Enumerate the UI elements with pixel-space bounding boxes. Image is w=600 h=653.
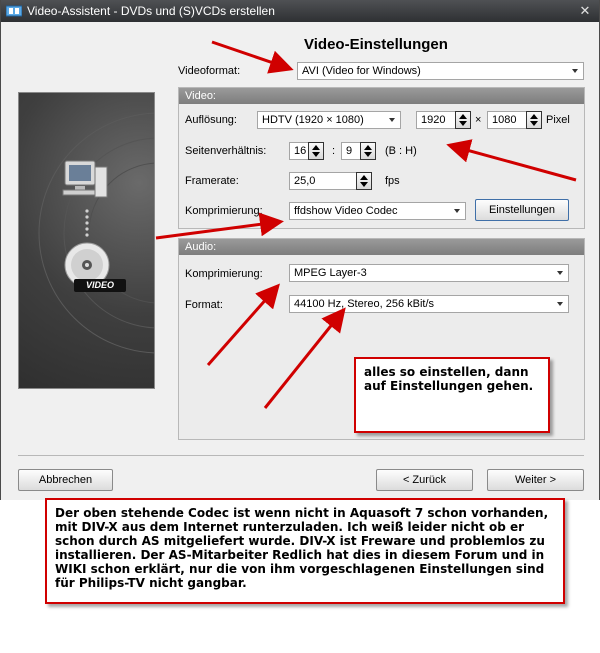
videoformat-label: Videoformat: [178,65,241,77]
aspect-width-spinner[interactable] [308,142,324,160]
cancel-button[interactable]: Abbrechen [18,469,113,491]
audio-format-value: 44100 Hz, Stereo, 256 kBit/s [294,298,435,310]
spin-arrows-icon [310,144,322,158]
aspect-width-field[interactable]: 16 [289,142,309,160]
framerate-spinner[interactable] [356,172,372,190]
times-sign: × [475,114,482,126]
pixel-unit: Pixel [546,114,570,126]
audio-compression-label: Komprimierung: [185,268,263,280]
aspect-height-field[interactable]: 9 [341,142,361,160]
height-spinner[interactable] [526,111,542,129]
height-field[interactable]: 1080 [487,111,527,129]
footer-divider [18,455,584,456]
computer-icon [63,161,107,197]
video-codec-value: ffdshow Video Codec [294,205,398,217]
framerate-field[interactable]: 25,0 [289,172,357,190]
annotation-note-codec: Der oben stehende Codec ist wenn nicht in Aquasoft 7 schon vorhanden, mit DIV-X aus dem Internet runterzuladen. Ich weiß leider nicht ob er schon durch AS mitgeliefert wurde. DIV-X ist Freware und problemlos zu installieren. Der AS-Mitarbeiter Redlich hat dies in diesem Forum und in WIKI schon erklärt, nur die von ihm vorgeschlagenen Einstellungen sind für Philips-TV nicht gangbar. [45,498,565,604]
width-spinner[interactable] [455,111,471,129]
resolution-value: HDTV (1920 × 1080) [262,114,364,126]
spin-arrows-icon [528,113,540,127]
audio-format-label: Format: [185,299,223,311]
aspect-separator: : [332,145,336,157]
width-field[interactable]: 1920 [416,111,456,129]
spin-arrows-icon [457,113,469,127]
video-compression-label: Komprimierung: [185,205,263,217]
video-group-title: Video: [179,88,584,104]
film-icon [6,5,22,17]
videoformat-value: AVI (Video for Windows) [302,65,421,77]
spin-arrows-icon [358,174,370,188]
video-codec-dropdown[interactable] [289,202,466,220]
aspect-height-spinner[interactable] [360,142,376,160]
chevron-down-icon [557,302,563,306]
codec-settings-button[interactable]: Einstellungen [475,199,569,221]
resolution-label: Auflösung: [185,114,237,126]
audio-codec-value: MPEG Layer-3 [294,267,367,279]
spin-arrows-icon [362,144,374,158]
annotation-note-settings: alles so einstellen, dann auf Einstellungen gehen. [354,357,550,433]
close-icon[interactable]: ✕ [579,3,591,18]
audio-group-title: Audio: [179,239,584,255]
page-title: Video-Einstellungen [304,36,448,53]
video-badge: VIDEO [74,279,126,292]
computer-to-dvd-graphic [19,93,154,388]
chevron-down-icon [454,209,460,213]
chevron-down-icon [557,271,563,275]
wizard-illustration [18,92,155,389]
title-bar [1,0,599,22]
framerate-label: Framerate: [185,175,239,187]
chevron-down-icon [572,69,578,73]
fps-unit: fps [385,175,400,187]
videoformat-dropdown[interactable] [297,62,584,80]
chevron-down-icon [389,118,395,122]
back-button[interactable]: < Zurück [376,469,473,491]
aspect-label: Seitenverhältnis: [185,145,267,157]
audio-codec-dropdown[interactable] [289,264,569,282]
next-button[interactable]: Weiter > [487,469,584,491]
window-title: Video-Assistent - DVDs und (S)VCDs erstellen [27,4,275,18]
aspect-hint: (B : H) [385,145,417,157]
resolution-dropdown[interactable] [257,111,401,129]
audio-format-dropdown[interactable] [289,295,569,313]
